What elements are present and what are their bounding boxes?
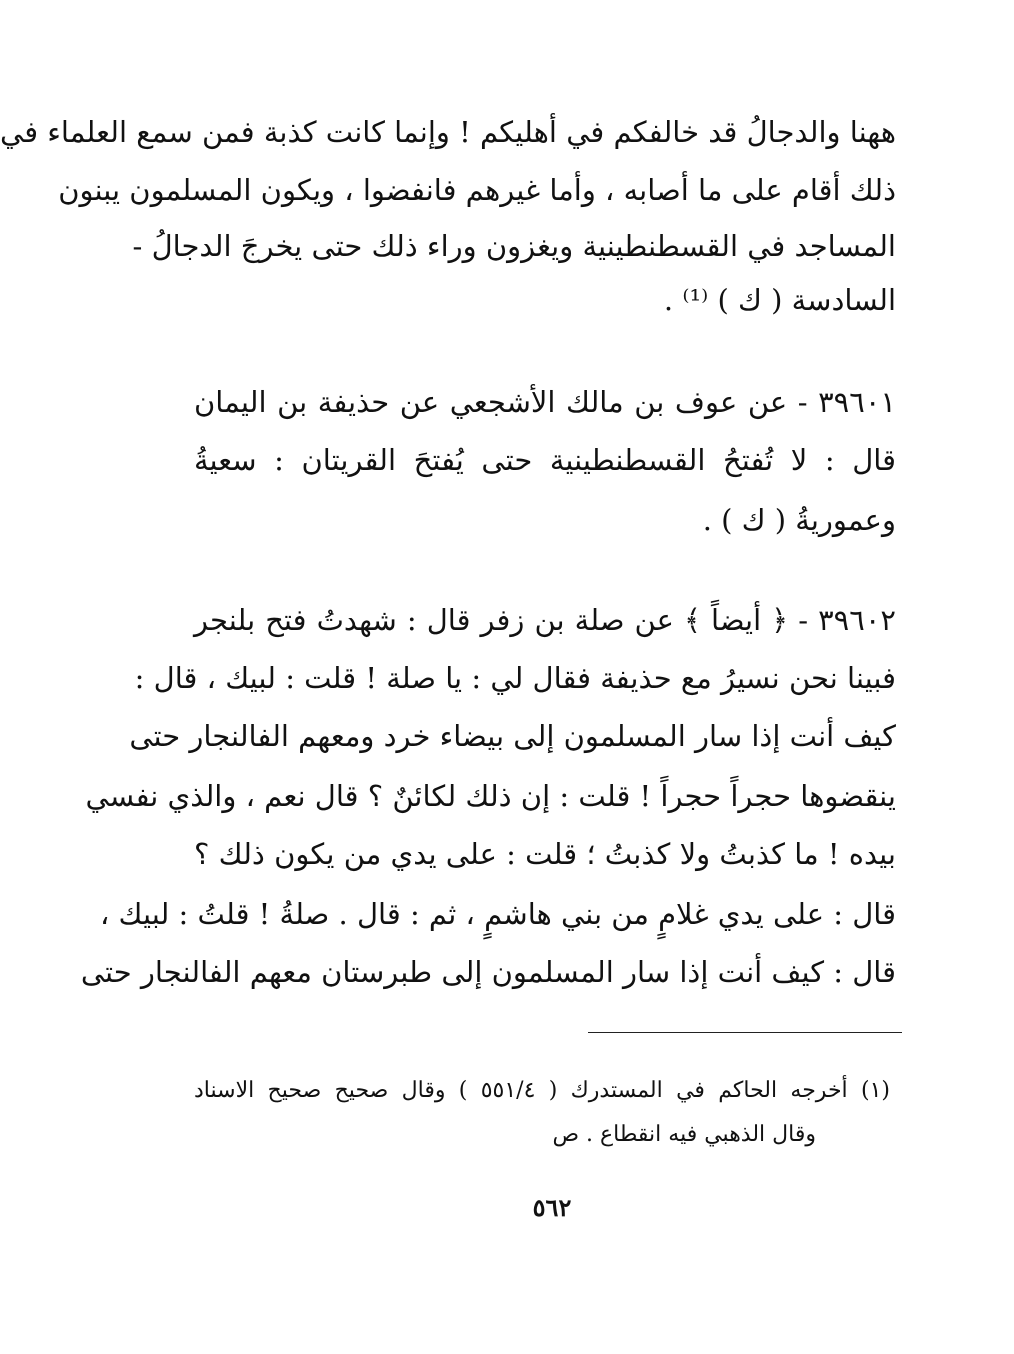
text-line: المساجد في القسطنطينية ويغزون وراء ذلك حتى يخرجَ الدجالُ -	[132, 229, 896, 263]
text-line: ههنا والدجالُ قد خالفكم في أهليكم ! وإنما كانت كذبة فمن سمع العلماء في	[0, 115, 896, 149]
text-line: كيف أنت إذا سار المسلمون إلى بيضاء خرد ومعهم الفالنجار حتى	[129, 719, 896, 753]
text-line: قال : لا تُفتحُ القسطنطينية حتى يُفتحَ القريتان : سعيةُ	[194, 443, 896, 477]
text-line: ينقضوها حجراً حجراً ! قلت : إن ذلك لكائنٌ ؟ قال نعم ، والذي نفسي	[85, 779, 896, 813]
text-line: ذلك أقام على ما أصابه ، وأما غيرهم فانفضوا ، ويكون المسلمون يبنون	[58, 173, 896, 207]
text-line: قال : كيف أنت إذا سار المسلمون إلى طبرستان معهم الفالنجار حتى	[80, 955, 896, 989]
footnote-line: (١) أخرجه الحاكم في المستدرك ( ٥٥١/٤ ) وقال صحيح صحيح الاسناد	[194, 1078, 890, 1103]
text-line: قال : على يدي غلامٍ من بني هاشمٍ ، ثم : قال . صلةُ ! قلتُ : لبيك ،	[99, 897, 896, 931]
page-number: ٥٦٢	[532, 1193, 572, 1222]
text-line: بيده ! ما كذبتُ ولا كذبتُ ؛ قلت : على يدي من يكون ذلك ؟	[194, 837, 896, 871]
text-line: وعموريةُ ( ك ) .	[702, 503, 896, 537]
text-line: فبينا نحن نسيرُ مع حذيفة فقال لي : يا صلة ! قلت : لبيك ، قال :	[134, 661, 896, 695]
text-line: ٣٩٦٠١ - عن عوف بن مالك الأشجعي عن حذيفة بن اليمان	[194, 385, 896, 419]
text-line: ٣٩٦٠٢ - ﴿ أيضاً ﴾ عن صلة بن زفر قال : شهدتُ فتح بلنجر	[194, 603, 896, 637]
text-line: السادسة ( ك ) ⁽¹⁾ .	[663, 283, 896, 317]
footnote-line: وقال الذهبي فيه انقطاع . ص	[552, 1122, 816, 1147]
footnote-separator	[588, 1032, 902, 1033]
